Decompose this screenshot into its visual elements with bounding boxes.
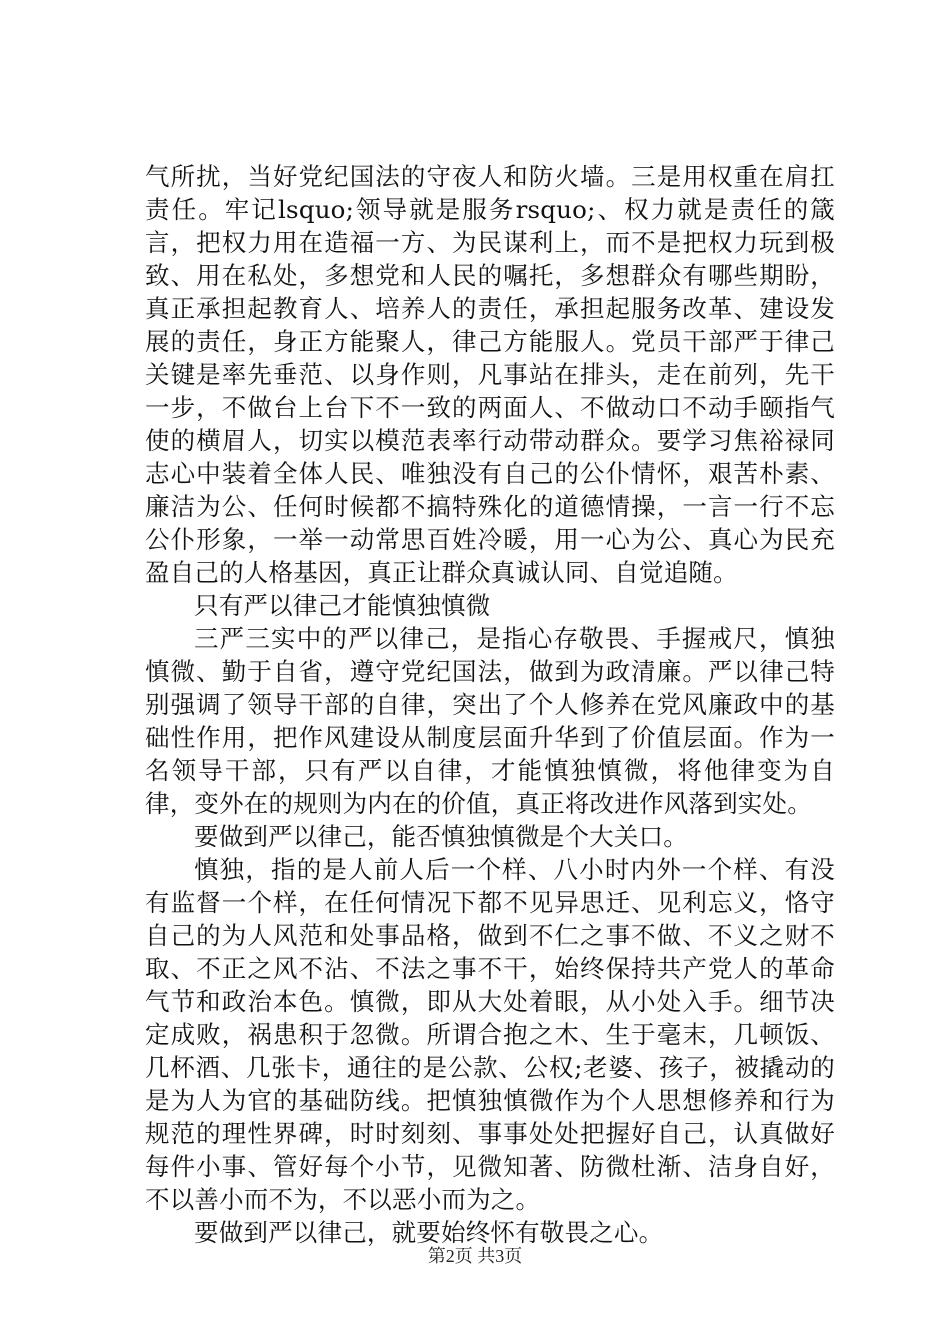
document-body (145, 160, 835, 1249)
paragraph: 要做到严以律己，就要始终怀有敬畏之心。 (194, 1218, 664, 1247)
paragraph: 三严三实中的严以律己，是指心存敬畏、手握戒尺，慎独慎微、勤于自省，遵守党纪国法，做到为政清廉。严以律己特别强调了领导干部的自律，突出了个人修养在党风廉政中的基础性作用，把作风建设从制度层面升华到了价值层面。作为一名领导干部，只有严以自律，才能慎独慎微，将他律变为自律，变外在的规则为内在的价值，真正将改进作风落到实处。 (145, 624, 835, 818)
section-heading: 只有严以律己才能慎独慎微 (194, 591, 491, 620)
paragraph: 慎独，指的是人前人后一个样、八小时内外一个样、有没有监督一个样，在任何情况下都不见异思迁、见利忘义，恪守自己的为人风范和处事品格，做到不仁之事不做、不义之财不取、不正之风不沾、不法之事不干，始终保持共产党人的革命气节和政治本色。慎微，即从大处着眼，从小处入手。细节决定成败，祸患积于忽微。所谓合抱之木、生于毫末，几顿饭、几杯酒、几张卡，通往的是公款、公权;老婆、孩子，被撬动的是为人为官的基础防线。把慎独慎微作为个人思想修养和行为规范的理性界碑，时时刻刻、事事处处把握好自己，认真做好每件小事、管好每个小节，见微知著、防微杜渐、洁身自好，不以善小而不为，不以恶小而为之。 (145, 855, 835, 1214)
page-number-footer: 第2页 共3页 (427, 1246, 523, 1266)
paragraph-continuation: 气所扰，当好党纪国法的守夜人和防火墙。三是用权重在肩扛责任。牢记lsquo;领导就是服务rsquo;、权力就是责任的箴言，把权力用在造福一方、为民谋利上，而不是把权力玩到极致、用在私处，多想党和人民的嘱托，多想群众有哪些期盼，真正承担起教育人、培养人的责任，承担起服务改革、建设发展的责任，身正方能聚人，律己方能服人。党员干部严于律己关键是率先垂范、以身作则，凡事站在排头，走在前列，先干一步，不做台上台下不一致的两面人、不做动口不动手颐指气使的横眉人，切实以模范表率行动带动群众。要学习焦裕禄同志心中装着全体人民、唯独没有自己的公仆情怀，艰苦朴素、廉洁为公、任何时候都不搞特殊化的道德情操，一言一行不忘公仆形象，一举一动常思百姓冷暖，用一心为公、真心为民充盈自己的人格基因，真正让群众真诚认同、自觉追随。 (145, 162, 835, 587)
paragraph: 要做到严以律己，能否慎独慎微是个大关口。 (194, 822, 688, 851)
